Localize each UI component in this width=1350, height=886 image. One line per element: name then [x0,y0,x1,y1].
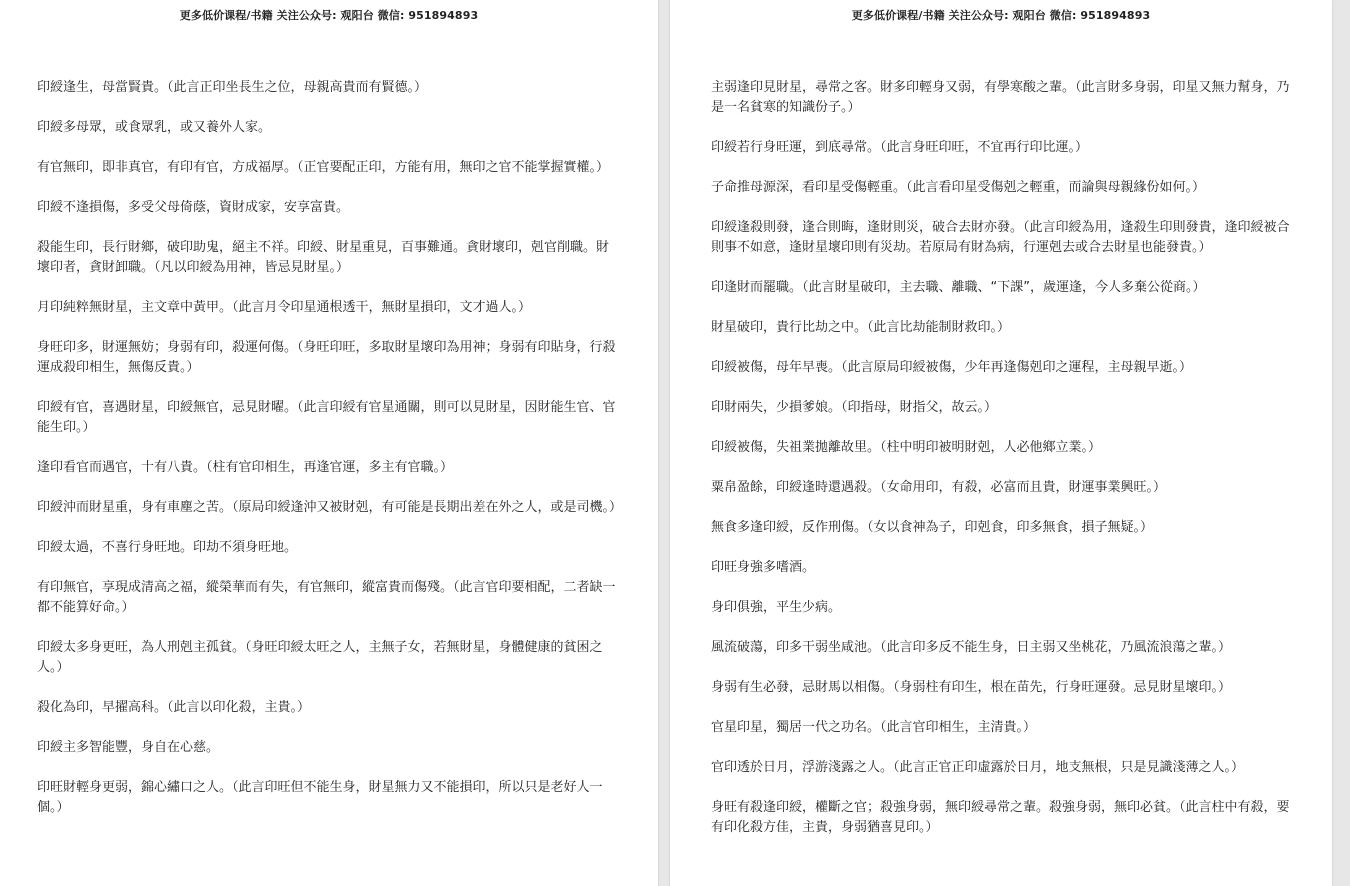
paragraph: 身弱有生必發，忌財馬以相傷。（身弱柱有印生，根在苗先，行身旺運發。忌見財星壞印。） [711,680,1232,695]
paragraph: 印綬逢殺則發，逢合則晦，逢財則災，破合去財亦發。（此言印綬為用，逢殺生印則發貴，逢印綬被合則事不如意，逢財星壞印則有災劫。若原局有財為病，行運剋去或合去財星也能發貴。） [711,220,1290,255]
paragraph: 印綬被傷，母年早喪。（此言原局印綬被傷，少年再逢傷剋印之運程，主母親早逝。） [711,360,1193,375]
document-page-right [670,0,1332,886]
paragraph: 印旺財輕身更弱，錦心繡口之人。（此言印旺但不能生身，財星無力又不能損印，所以只是老好人一個。） [37,780,603,815]
paragraph: 印綬沖而財星重，身有車塵之苦。（原局印綬逢沖又被財剋，有可能是長期出差在外之人，或是司機。） [37,500,623,515]
page-body [711,78,1295,858]
paragraph: 官星印星，獨居一代之功名。（此言官印相生，主清貴。） [711,720,1037,735]
paragraph: 官印透於日月，浮游淺露之人。（此言正官正印虛露於日月，地支無根，只是見識淺薄之人。） [711,760,1245,775]
paragraph: 風流破蕩，印多干弱坐咸池。（此言印多反不能生身，日主弱又坐桃花，乃風流浪蕩之輩。） [711,640,1232,655]
paragraph: 身旺有殺逢印綬，權斷之官；殺強身弱，無印綬尋常之輩。殺強身弱，無印必貧。（此言柱中有殺，要有印化殺方佳，主貴，身弱猶喜見印。） [711,800,1290,835]
paragraph: 印綬不逢損傷，多受父母倚蔭，資財成家，安享富貴。 [37,200,350,215]
paragraph: 殺化為印，早擢高科。（此言以印化殺，主貴。） [37,700,311,715]
paragraph: 無食多逢印綬，反作刑傷。（女以食神為子，印剋食，印多無食，損子無疑。） [711,520,1154,535]
paragraph: 印綬被傷，失祖業拋離故里。（柱中明印被明財剋，人必他鄉立業。） [711,440,1102,455]
page-body [37,78,621,838]
paragraph: 印綬太過，不喜行身旺地。印劫不須身旺地。 [37,540,298,555]
paragraph: 有官無印，即非真官，有印有官，方成福厚。（正官要配正印，方能有用，無印之官不能掌握實權。） [37,160,610,175]
paragraph: 財星破印，貴行比劫之中。（此言比劫能制財救印。） [711,320,1011,335]
document-page-left [0,0,658,886]
paragraph: 身印俱強，平生少病。 [711,600,842,615]
paragraph: 印逢財而罷職。（此言財星破印，主去職、離職、“下課”，歲運逢，今人多棄公從商。） [711,280,1206,295]
paragraph: 印綬主多智能豐，身自在心慈。 [37,740,220,755]
paragraph: 殺能生印，長行財鄉，破印助鬼，絕主不祥。印綬、財星重見，百事難通。貪財壞印，剋官削職。財壞印者，貪財卸職。（凡以印綬為用神，皆忌見財星。） [37,240,610,275]
paragraph: 身旺印多，財運無妨；身弱有印，殺運何傷。（身旺印旺，多取財星壞印為用神；身弱有印貼身，行殺運成殺印相生，無傷反貴。） [37,340,616,375]
paragraph: 月印純粹無財星，主文章中黃甲。（此言月令印星通根透干，無財星損印，文才過人。） [37,300,532,315]
page-header: 更多低价课程/书籍 关注公众号: 观阳台 微信: 951894893 [851,9,1151,22]
paragraph: 印財兩失，少損爹娘。（印指母，財指父，故云。） [711,400,998,415]
paragraph: 主弱逢印見財星，尋常之客。財多印輕身又弱，有學寒酸之輩。（此言財多身弱，印星又無力幫身，乃是一名貧寒的知識份子。） [711,80,1290,115]
paragraph: 印綬多母眾，或食眾乳，或又養外人家。 [37,120,272,135]
paragraph: 印綬太多身更旺，為人刑剋主孤貧。（身旺印綬太旺之人，主無子女，若無財星，身體健康的貧困之人。） [37,640,603,675]
paragraph: 印綬逢生，母當賢貴。（此言正印坐長生之位，母親高貴而有賢德。） [37,80,428,95]
paragraph: 粟帛盈餘，印綬逢時還遇殺。（女命用印，有殺，必富而且貴，財運事業興旺。） [711,480,1167,495]
paragraph: 有印無官，享現成清高之福，縱榮華而有失，有官無印，縱富貴而傷殘。（此言官印要相配，二者缺一都不能算好命。） [37,580,616,615]
paragraph: 印綬若行身旺運，到底尋常。（此言身旺印旺，不宜再行印比運。） [711,140,1089,155]
paragraph: 子命推母源深，看印星受傷輕重。（此言看印星受傷剋之輕重，而論與母親緣份如何。） [711,180,1206,195]
paragraph: 印綬有官，喜遇財星，印綬無官，忌見財曜。（此言印綬有官星通關，則可以見財星，因財能生官、官能生印。） [37,400,616,435]
page-header: 更多低价课程/书籍 关注公众号: 观阳台 微信: 951894893 [179,9,479,22]
paragraph: 逢印看官而遇官，十有八貴。（柱有官印相生，再逢官運，多主有官職。） [37,460,454,475]
paragraph: 印旺身強多嗜酒。 [711,560,816,575]
